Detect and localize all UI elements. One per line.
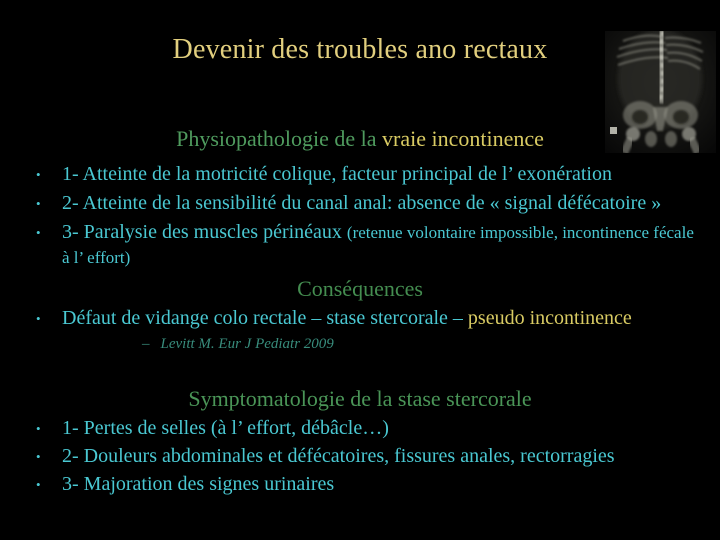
citation-line xyxy=(142,335,334,353)
bullet-item xyxy=(36,191,696,216)
bullet-item xyxy=(36,416,696,441)
bullet-text-parenthetical: (retenue volontaire impossible, incontinence fécale à l’ effort) xyxy=(62,223,694,267)
slide-title: Devenir des troubles ano rectaux xyxy=(172,34,548,65)
bullet-item xyxy=(36,306,696,331)
bullet-text: 1- Atteinte de la motricité colique, facteur principal de l’ exonération xyxy=(62,163,612,185)
heading-yellow-text: vraie incontinence xyxy=(382,126,544,151)
bullet-item xyxy=(36,162,696,187)
section-heading-symptomatologie: Symptomatologie de la stase stercorale xyxy=(188,386,532,411)
section-heading-consequences: Conséquences xyxy=(297,276,423,301)
bullet-text-main: 3- Paralysie des muscles périnéaux xyxy=(62,221,347,243)
bullet-text xyxy=(62,306,696,331)
bullet-text: 1- Pertes de selles (à l’ effort, débâcle…) xyxy=(62,417,389,439)
bullet-item xyxy=(36,472,696,497)
bullet-icon: • xyxy=(36,167,41,182)
bullet-item xyxy=(36,220,696,270)
bullet-icon: • xyxy=(36,196,41,211)
bullet-text: 2- Douleurs abdominales et défécatoires, fissures anales, rectorragies xyxy=(62,445,615,467)
heading-green-text: Physiopathologie de la xyxy=(176,126,383,151)
citation-dash-icon: – xyxy=(142,336,150,352)
bullet-text: 2- Atteinte de la sensibilité du canal anal: absence de « signal défécatoire » xyxy=(62,192,662,214)
bullet-icon: • xyxy=(36,225,41,240)
bullet-text-cyan: Défaut de vidange colo rectale – stase stercorale – xyxy=(62,307,468,329)
citation-text: Levitt M. Eur J Pediatr 2009 xyxy=(160,336,334,352)
bullet-item xyxy=(36,444,696,469)
bullet-text xyxy=(62,220,696,270)
bullet-text-yellow: pseudo incontinence xyxy=(467,307,632,329)
bullet-text: 3- Majoration des signes urinaires xyxy=(62,473,335,495)
bullet-icon: • xyxy=(36,449,41,464)
bullet-icon: • xyxy=(36,421,41,436)
section-heading-physiopathologie xyxy=(0,126,720,152)
bullet-icon: • xyxy=(36,311,41,326)
bullet-icon: • xyxy=(36,477,41,492)
